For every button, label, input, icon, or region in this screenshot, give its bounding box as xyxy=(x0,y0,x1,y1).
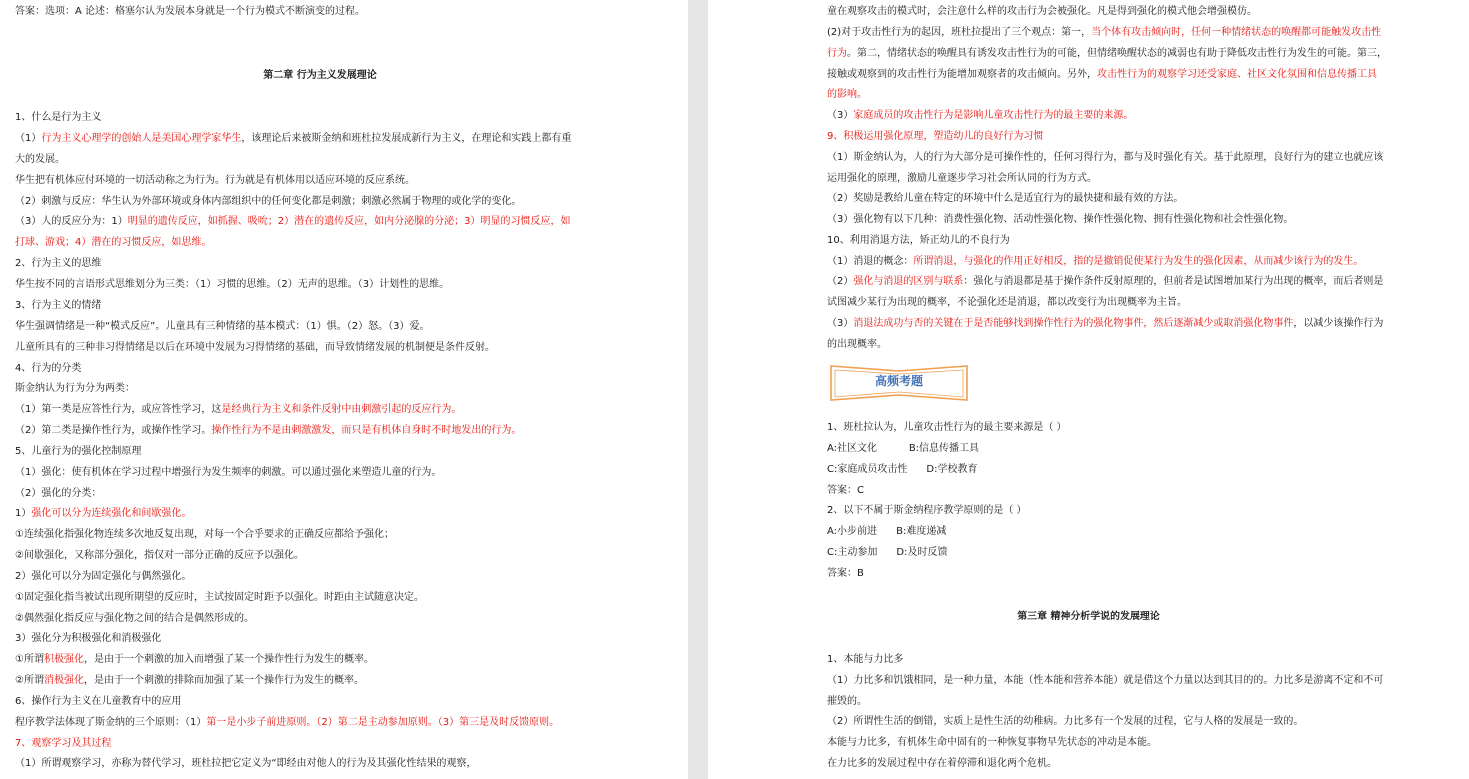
question-1-answer: 答案：C xyxy=(827,485,864,496)
text-line: 的出现概率。 xyxy=(827,339,887,350)
highlight-text: 第一是小步子前进原则。（2）第二是主动参加原则。（3）第三是及时反馈原则。 xyxy=(206,717,560,728)
highlight-text: 是经典行为主义和条件反射中由刺激引起的反应行为。 xyxy=(221,404,462,415)
section-heading: 6、操作行为主义在儿童教育中的应用 xyxy=(15,696,182,707)
text-line xyxy=(15,215,570,229)
text-line: （2）所谓性生活的倒错，实质上是性生活的幼稚病。力比多有一个发展的过程，它与人格的发展是一致的。 xyxy=(827,716,1304,727)
right-page xyxy=(708,0,1469,779)
text-line xyxy=(827,255,1363,269)
question-2-options: C:主动参加 D:及时反馈 xyxy=(827,547,948,558)
text-span: ：强化与消退都是基于操作条件反射原理的，但前者是试图增加某行为出现的概率，而后者则是 xyxy=(963,276,1384,287)
chapter-2-title: 第二章 行为主义发展理论 xyxy=(263,70,377,81)
text-line xyxy=(15,716,559,730)
text-line xyxy=(15,132,571,146)
text-line: 运用强化的原理，激励儿童逐步学习社会所认同的行为方式。 xyxy=(827,173,1097,184)
text-span: (2)对于攻击性行为的起因，班杜拉提出了三个观点：第一， xyxy=(827,27,1092,38)
text-line xyxy=(15,674,364,688)
text-line: 华生把有机体应付环境的一切活动称之为行为。行为就是有机体用以适应环境的反应系统。 xyxy=(15,175,415,186)
section-heading: 4、行为的分类 xyxy=(15,363,82,374)
text-span: ，是由于一个刺激的加入而增强了某一个操作性行为发生的概率。 xyxy=(83,654,374,665)
question-2-options: A:小步前进 B:难度递减 xyxy=(827,526,947,537)
section-heading: 5、儿童行为的强化控制原理 xyxy=(15,446,142,457)
left-page xyxy=(0,0,688,779)
text-line xyxy=(827,109,1133,123)
highlight-line: 的影响。 xyxy=(827,89,867,100)
text-line: 试图减少某行为出现的概率，不论强化还是消退，都以改变行为出现概率为主旨。 xyxy=(827,297,1187,308)
text-span: ，是由于一个刺激的排除而加强了某一个操作行为发生的概率。 xyxy=(83,675,364,686)
text-line: （2）刺激与反应：华生认为外部环境或身体内部组织中的任何变化都是刺激；刺激必然属于物理的或化学的变化。 xyxy=(15,196,522,207)
frequent-questions-badge xyxy=(828,361,970,403)
highlight-text: 强化与消退的区别与联系 xyxy=(853,276,964,287)
text-line: 童在观察攻击的模式时，会注意什么样的攻击行为会被强化。凡是得到强化的模式他会增强模仿。 xyxy=(827,6,1257,17)
text-span: （3） xyxy=(827,318,854,329)
text-line xyxy=(827,68,1377,82)
text-line: （1）力比多和饥饿相同，是一种力量，本能（性本能和营养本能）就是借这个力量以达到其目的的。力比多是游离不定和不可 xyxy=(827,675,1384,686)
highlight-text: 攻击性行为的观察学习还受家庭、社区文化氛围和信息传播工具 xyxy=(1097,69,1377,80)
highlight-text: 行为 xyxy=(827,48,847,59)
section-heading: 10、利用消退方法，矫正幼儿的不良行为 xyxy=(827,235,1010,246)
section-heading: 7、观察学习及其过程 xyxy=(15,738,112,749)
text-line: 在力比多的发展过程中存在着停滞和退化两个危机。 xyxy=(827,758,1057,769)
text-line xyxy=(15,653,374,667)
section-heading: 9、积极运用强化原理，塑造幼儿的良好行为习惯 xyxy=(827,131,1044,142)
text-line: （2）强化的分类： xyxy=(15,488,102,499)
text-span: 接触或观察到的攻击性行为能增加观察者的攻击倾向。另外， xyxy=(827,69,1097,80)
text-span: （1） xyxy=(15,133,42,144)
text-span: （2） xyxy=(827,276,854,287)
text-line: （3）强化物有以下几种：消费性强化物、活动性强化物、操作性强化物、拥有性强化物和社会性强化物。 xyxy=(827,214,1294,225)
highlight-text: 明显的遗传反应，如抓握、吸吮；2）潜在的遗传反应，如内分泌腺的分泌；3）明显的习惯反应，如 xyxy=(127,216,571,227)
text-line: 华生强调情绪是一种“模式反应”。儿童具有三种情绪的基本模式：（1）惧。（2）怒。（3）爱。 xyxy=(15,321,430,332)
text-span: （1）消退的概念： xyxy=(827,256,914,267)
question-1: 1、班杜拉认为，儿童攻击性行为的最主要来源是（ ） xyxy=(827,422,1067,433)
text-span: （3）人的反应分为：1） xyxy=(15,216,128,227)
text-span: （1）第一类是应答性行为，或应答性学习，这 xyxy=(15,404,222,415)
text-line: ②间歇强化，又称部分强化，指仅对一部分正确的反应予以强化。 xyxy=(15,550,304,561)
text-span: （3） xyxy=(827,110,854,121)
text-line xyxy=(827,317,1383,331)
highlight-text: 积极强化 xyxy=(43,654,84,665)
highlight-text: 行为主义心理学的创始人是美国心理学家华生 xyxy=(41,133,242,144)
text-line: ①连续强化指强化物连续多次地反复出现，对每一个合乎要求的正确反应都给予强化； xyxy=(15,529,394,540)
highlight-text: 消极强化 xyxy=(43,675,84,686)
text-line: ②偶然强化指反应与强化物之间的结合是偶然形成的。 xyxy=(15,613,254,624)
text-span: 1） xyxy=(15,508,32,519)
text-span: 。第二，情绪状态的唤醒具有诱发攻击性行为的可能，但情绪唤醒状态的减弱也有助于降低攻击性行为发生的可能。第三， xyxy=(847,48,1387,59)
text-span: ，以减少该操作行为 xyxy=(1293,318,1384,329)
text-span: （2）第二类是操作性行为，或操作性学习。 xyxy=(15,425,212,436)
text-line: 3）强化分为积极强化和消极强化 xyxy=(15,633,162,644)
section-heading: 3、行为主义的情绪 xyxy=(15,300,102,311)
text-line xyxy=(15,403,461,417)
text-line: 本能与力比多，有机体生命中固有的一种恢复事物早先状态的冲动是本能。 xyxy=(827,737,1157,748)
highlight-text: 所谓消退，与强化的作用正好相反，指的是撤销促使某行为发生的强化因素，从而减少该行为的发生。 xyxy=(913,256,1364,267)
text-line: （1）斯金纳认为，人的行为大部分是可操作性的，任何习得行为，都与及时强化有关。基于此原理，良好行为的建立也就应该 xyxy=(827,152,1384,163)
text-span: ②所谓 xyxy=(15,675,44,686)
text-line: 华生按不同的言语形式思维划分为三类：（1）习惯的思维。（2）无声的思维。（3）计划性的思维。 xyxy=(15,279,450,290)
section-heading: 2、行为主义的思维 xyxy=(15,258,102,269)
highlight-text: 操作性行为不是由刺激激发，而只是有机体自身时不时地发出的行为。 xyxy=(211,425,522,436)
highlight-line: 打球、游戏；4）潜在的习惯反应，如思维。 xyxy=(15,237,212,248)
text-line xyxy=(827,26,1381,40)
highlight-text: 强化可以分为连续强化和间歇强化。 xyxy=(31,508,192,519)
text-span: ①所谓 xyxy=(15,654,44,665)
question-1-options: A:社区文化 B:信息传播工具 xyxy=(827,443,980,454)
question-1-options: C:家庭成员攻击性 D:学校教育 xyxy=(827,464,978,475)
highlight-text: 家庭成员的攻击性行为是影响儿童攻击性行为的最主要的来源。 xyxy=(853,110,1134,121)
text-line xyxy=(827,275,1383,289)
text-line: 大的发展。 xyxy=(15,154,65,165)
text-line: （1）强化：使有机体在学习过程中增强行为发生频率的刺激。可以通过强化来塑造儿童的行为。 xyxy=(15,467,442,478)
section-heading: 1、本能与力比多 xyxy=(827,654,904,665)
text-line xyxy=(15,507,191,521)
badge-label: 高频考题 xyxy=(874,374,923,388)
question-2-answer: 答案：B xyxy=(827,568,864,579)
text-line: 儿童所具有的三种非习得情绪是以后在环境中发展为习得情绪的基础，而导致情绪发展的机制便是条件反射。 xyxy=(15,342,495,353)
text-line xyxy=(827,47,1387,61)
text-line: ①固定强化指当被试出现所期望的反应时，主试按固定时距予以强化。时距由主试随意决定。 xyxy=(15,592,424,603)
highlight-text: 当个体有攻击倾向时，任何一种情绪状态的唤醒都可能触发攻击性 xyxy=(1091,27,1382,38)
text-line: （2）奖励是教给儿童在特定的环境中什么是适宜行为的最快捷和最有效的方法。 xyxy=(827,193,1184,204)
highlight-text: 消退法成功与否的关键在于是否能够找到操作性行为的强化物事件，然后逐渐减少或取消强化物事件 xyxy=(853,318,1294,329)
text-line: 摧毁的。 xyxy=(827,696,867,707)
text-span: ，该理论后来被斯金纳和班杜拉发展成新行为主义，在理论和实践上都有重 xyxy=(241,133,572,144)
text-line: 斯金纳认为行为分为两类： xyxy=(15,383,135,394)
text-line: （1）所谓观察学习，亦称为替代学习，班杜拉把它定义为“即经由对他人的行为及其强化性结果的观察， xyxy=(15,758,477,769)
section-heading: 1、什么是行为主义 xyxy=(15,112,102,123)
text-line xyxy=(15,424,521,438)
text-span: 程序教学法体现了斯金纳的三个原则：（1） xyxy=(15,717,207,728)
question-2: 2、以下不属于斯金纳程序教学原则的是（ ） xyxy=(827,505,1027,516)
text-line: 2）强化可以分为固定强化与偶然强化。 xyxy=(15,571,192,582)
answer-line: 答案：选项：A 论述：格塞尔认为发展本身就是一个行为模式不断演变的过程。 xyxy=(15,6,366,17)
chapter-3-title: 第三章 精神分析学说的发展理论 xyxy=(1017,611,1160,622)
